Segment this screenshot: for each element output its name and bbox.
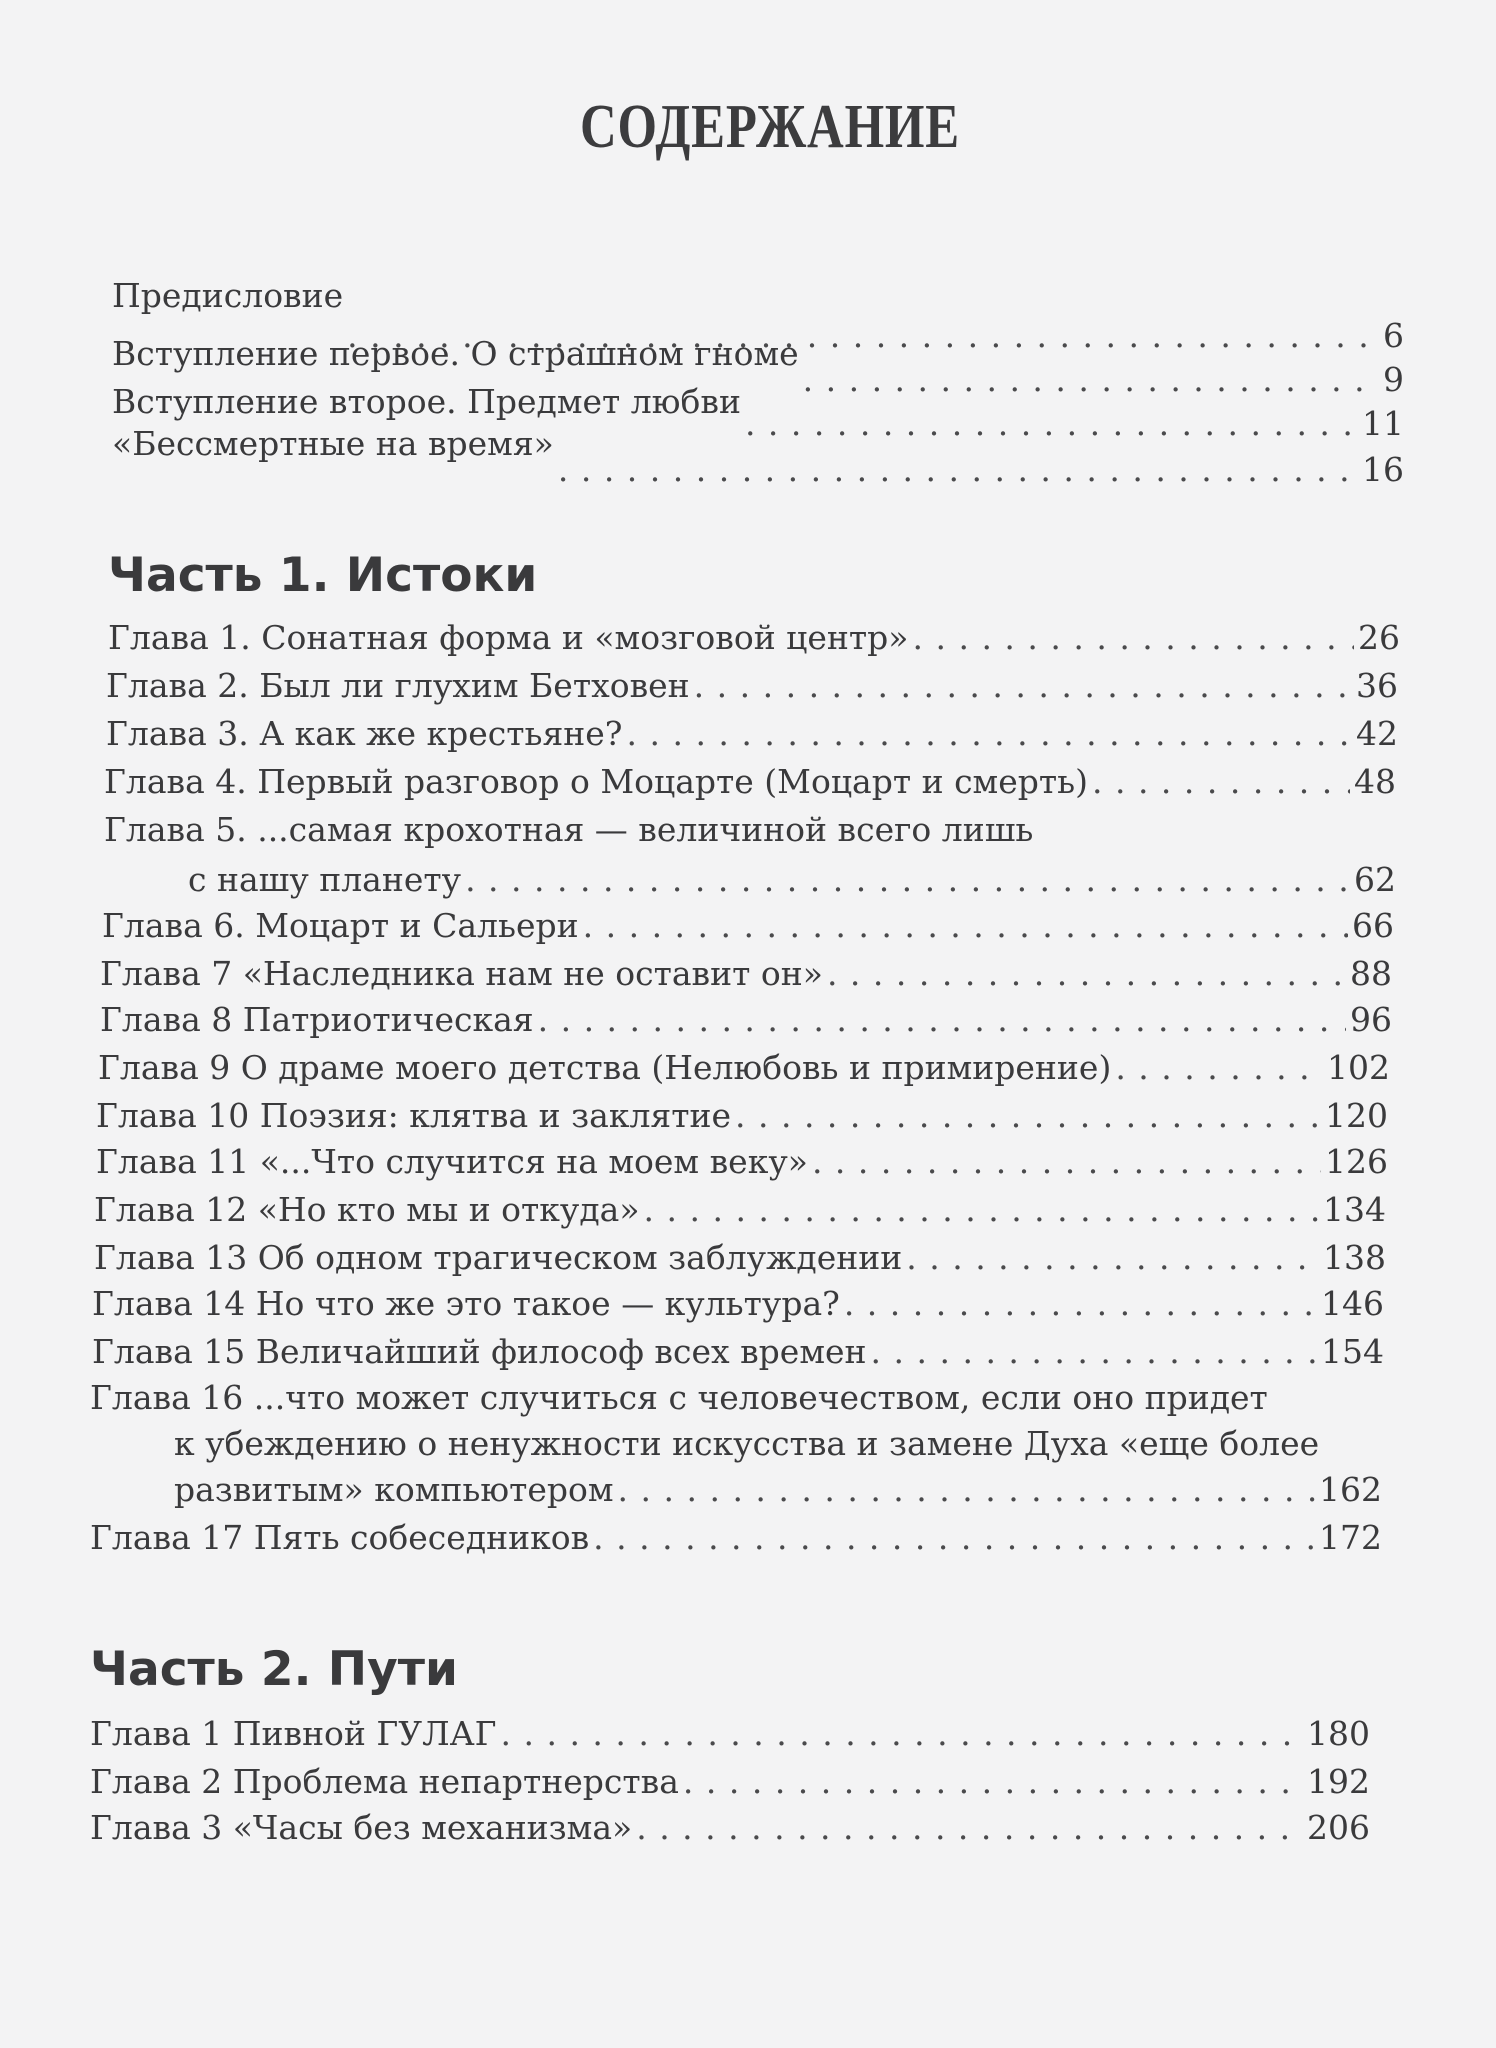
toc-entry-label: Глава 4. Первый разговор о Моцарте (Моцарт и смерть) [104,762,1088,801]
leader-dots [538,1000,1346,1040]
toc-entry-label: «Бессмертные на время» [112,424,554,463]
leader-dots [913,618,1355,658]
toc-entry-page: 146 [1321,1284,1384,1323]
toc-entry-label: Вступление первое. О страшном гноме [112,334,799,373]
toc-entry-page: 96 [1350,1000,1392,1039]
leader-dots [683,1762,1303,1802]
toc-entry-page: 26 [1358,618,1400,657]
toc-entry [96,1096,1388,1136]
toc-entry [100,954,1392,994]
toc-entry-page: 16 [1362,450,1404,489]
leader-dots [558,450,1358,490]
toc-entry-label-continued: с нашу планету [188,860,462,899]
toc-entry-immortal [112,424,1404,490]
toc-entry-label: Глава 1. Сонатная форма и «мозговой центр» [108,618,909,657]
leader-dots [583,906,1348,946]
toc-entry [90,1714,1370,1754]
leader-dots [735,1096,1321,1136]
page-title: СОДЕРЖАНИЕ [579,93,961,161]
toc-entry [104,762,1396,802]
toc-entry [104,810,1396,900]
toc-entry-label: Глава 16 ...что может случиться с человечеством, если оно придет [90,1378,1268,1417]
leader-dots [827,954,1346,994]
toc-entry-page: 172 [1319,1518,1382,1557]
toc-entry-page: 206 [1307,1808,1370,1847]
leader-dots [593,1518,1315,1558]
toc-entry-label: Глава 17 Пять собеседников [90,1518,590,1557]
toc-entry [90,1378,1382,1510]
leader-dots [618,1470,1315,1510]
leader-dots [627,714,1353,754]
toc-entry-page: 88 [1350,954,1392,993]
toc-entry-label: Вступление второе. Предмет любви [112,382,741,421]
toc-entry-label: Глава 2. Был ли глухим Бетховен [106,666,690,705]
toc-entry [94,1238,1386,1278]
leader-dots [844,1284,1317,1324]
toc-entry-page: 48 [1354,762,1396,801]
leader-dots [644,1190,1319,1230]
toc-entry-label: Глава 2 Проблема непартнерства [90,1762,679,1801]
toc-entry-page: 134 [1323,1190,1386,1229]
toc-entry [90,1762,1370,1802]
leader-dots [812,1142,1321,1182]
toc-entry [92,1284,1384,1324]
toc-entry-label: Глава 8 Патриотическая [100,1000,534,1039]
toc-entry [90,1518,1382,1558]
toc-entry-label: Глава 11 «...Что случится на моем веку» [96,1142,808,1181]
part-1-heading: Часть 1. Истоки [108,548,538,603]
toc-entry-label: Глава 10 Поэзия: клятва и заклятие [96,1096,732,1135]
toc-entry-page: 102 [1327,1048,1390,1087]
toc-entry [92,1332,1384,1372]
part-2-heading: Часть 2. Пути [90,1642,458,1697]
toc-entry [108,618,1400,658]
toc-entry-page: 120 [1325,1096,1388,1135]
toc-entry-label: Глава 9 О драме моего детства (Нелюбовь и примирение) [98,1048,1112,1087]
leader-dots [636,1808,1303,1848]
toc-entry-label: Глава 6. Моцарт и Сальери [102,906,579,945]
toc-entry-page: 192 [1307,1762,1370,1801]
toc-entry-page: 66 [1352,906,1394,945]
toc-entry [94,1190,1386,1230]
toc-entry-label: Глава 3 «Часы без механизма» [90,1808,633,1847]
leader-dots [1115,1048,1323,1088]
toc-entry-label: Глава 14 Но что же это такое — культура? [92,1284,840,1323]
toc-entry-page: 126 [1325,1142,1388,1181]
toc-entry-label: Глава 7 «Наследника нам не оставит он» [100,954,823,993]
toc-entry-label: Глава 15 Величайший философ всех времен [92,1332,867,1371]
toc-entry [102,906,1394,946]
toc-entry-page: 36 [1356,666,1398,705]
toc-entry-label: Глава 3. А как же крестьяне? [106,714,623,753]
toc-entry-label: Глава 13 Об одном трагическом заблуждении [94,1238,903,1277]
toc-entry-page: 162 [1319,1470,1382,1509]
leader-dots [871,1332,1317,1372]
toc-entry [106,666,1398,706]
toc-entry-page: 154 [1321,1332,1384,1371]
toc-entry-label: Глава 12 «Но кто мы и откуда» [94,1190,640,1229]
toc-entry [98,1048,1390,1088]
toc-entry [96,1142,1388,1182]
leader-dots [465,860,1350,900]
leader-dots [694,666,1352,706]
toc-entry-page: 62 [1354,860,1396,899]
leader-dots [1092,762,1350,802]
toc-entry-page: 42 [1356,714,1398,753]
toc-entry-label: Глава 1 Пивной ГУЛАГ [90,1714,497,1753]
toc-entry-page: 138 [1323,1238,1386,1277]
toc-entry [100,1000,1392,1040]
toc-entry-label-continued: к убеждению о ненужности искусства и замене Духа «еще более [174,1424,1320,1463]
leader-dots [906,1238,1319,1278]
toc-entry-page: 180 [1307,1714,1370,1753]
leader-dots [501,1714,1304,1754]
toc-entry [106,714,1398,754]
toc-entry-page: 9 [1383,360,1404,399]
toc-entry-page: 6 [1383,316,1404,355]
toc-entry-page: 11 [1362,404,1404,443]
toc-entry-label: Предисловие [112,276,344,315]
toc-entry-label: Глава 5. ...самая крохотная — величиной всего лишь [104,810,1034,849]
toc-entry-label-continued: развитым» компьютером [174,1470,614,1509]
toc-entry [90,1808,1370,1848]
